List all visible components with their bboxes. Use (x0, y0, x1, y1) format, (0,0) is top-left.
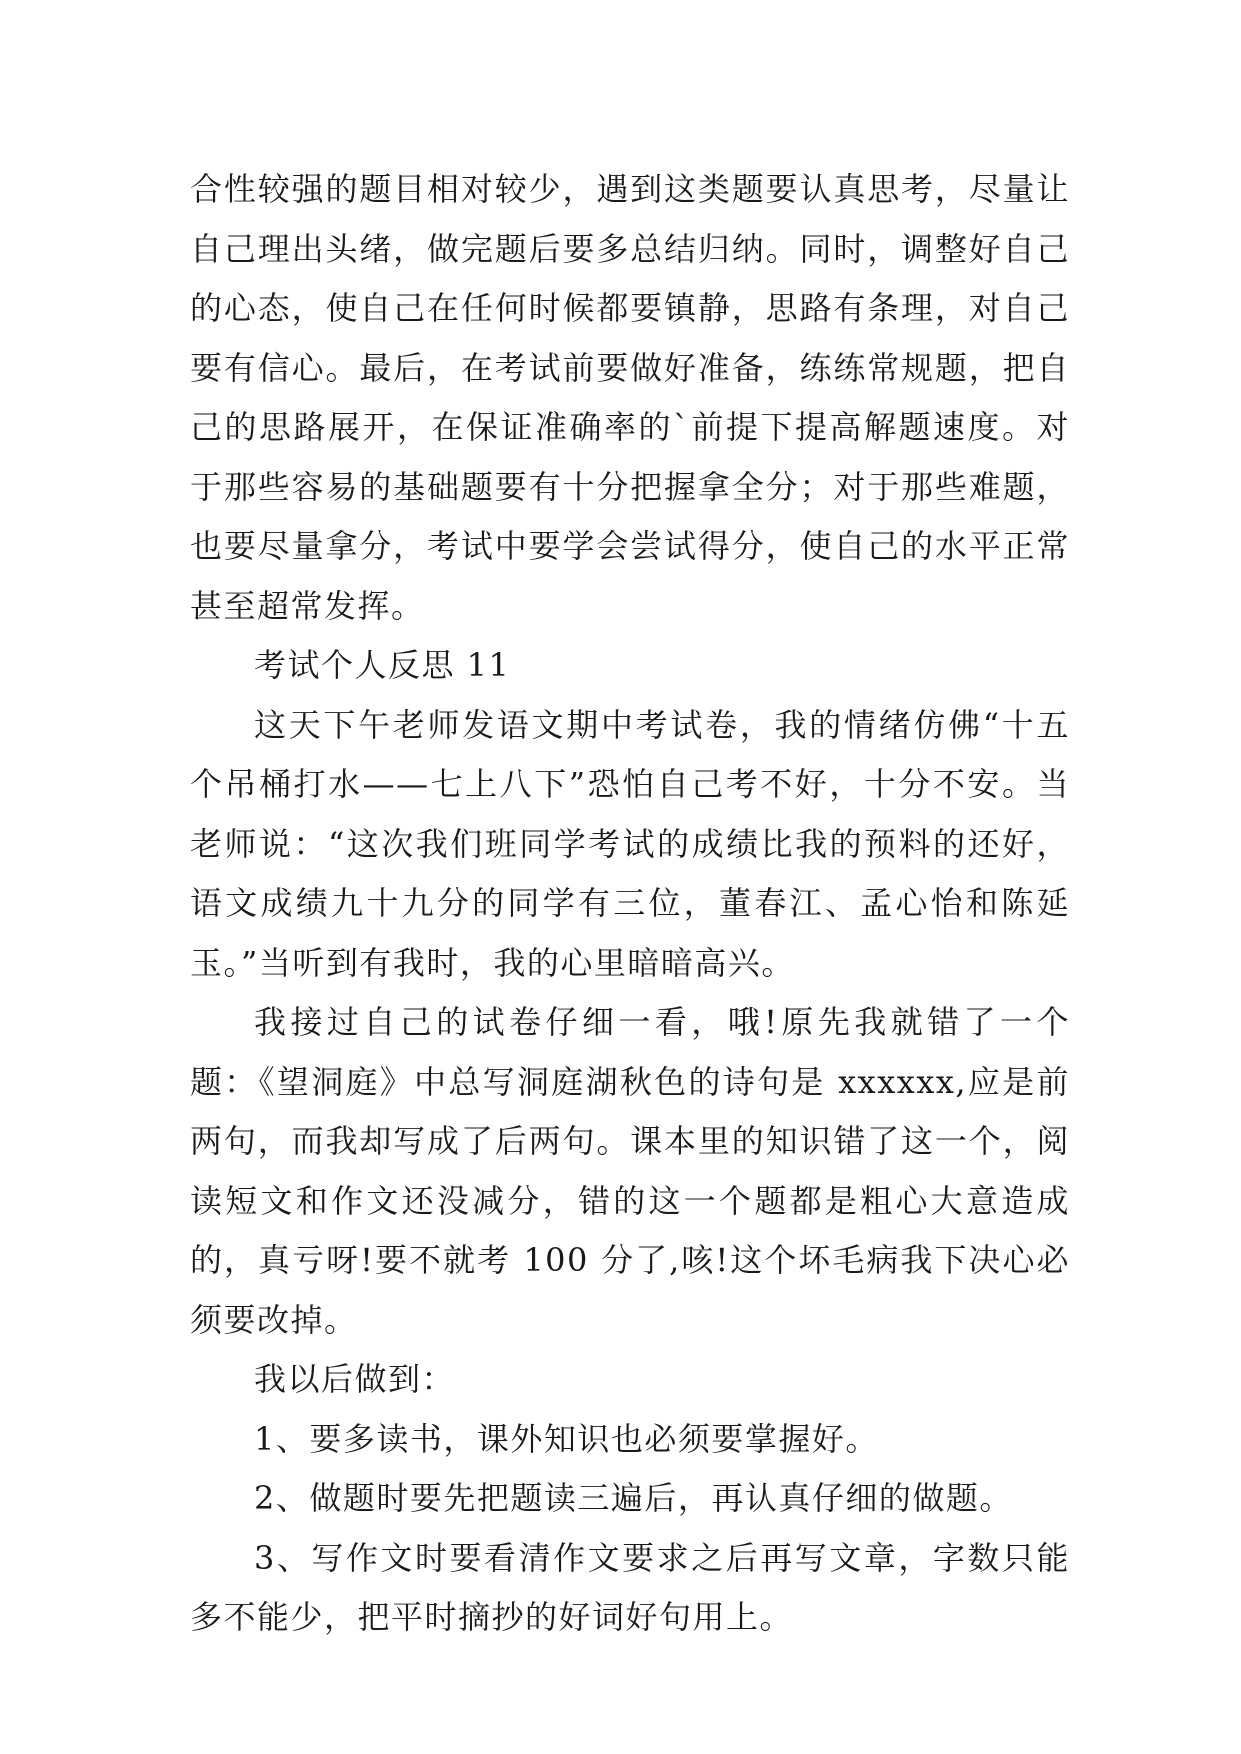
paragraph-mistake: 我接过自己的试卷仔细一看，哦!原先我就错了一个题：《望洞庭》中总写洞庭湖秋色的诗句是 xxxxxx,应是前两句，而我却写成了后两句。课本里的知识错了这一个，阅读短文和作文还没减分，错的这一个题都是粗心大意造成的，真亏呀!要不就考 100 分了,咳!这个坏毛病我下决心必须要改掉。 (190, 1003, 1070, 1339)
list-item-1: 1、要多读书，课外知识也必须要掌握好。 (254, 1419, 879, 1458)
paragraph-resolution-intro: 我以后做到： (254, 1360, 456, 1398)
paragraph-exam-result: 这天下午老师发语文期中考试卷，我的情绪仿佛“十五个吊桶打水——七上八下”恐怕自己考不好，十分不安。当老师说：“这次我们班同学考试的成绩比我的预料的还好，语文成绩九十九分的同学有三位，董春江、孟心怡和陈延玉。”当听到有我时，我的心里暗暗高兴。 (190, 705, 1070, 982)
paragraph-continuation: 合性较强的题目相对较少，遇到这类题要认真思考，尽量让自己理出头绪，做完题后要多总结归纳。同时，调整好自己的心态，使自己在任何时候都要镇静，思路有条理，对自己要有信心。最后，在考试前要做好准备，练练常规题，把自己的思路展开，在保证准确率的`前提下提高解题速度。对于那些容易的基础题要有十分把握拿全分；对于那些难题，也要尽量拿分，考试中要学会尝试得分，使自己的水平正常甚至超常发挥。 (190, 170, 1070, 625)
list-item-3: 3、写作文时要看清作文要求之后再写文章，字数只能多不能少，把平时摘抄的好词好句用上。 (190, 1538, 1070, 1636)
document-body (190, 160, 1070, 1648)
section-heading: 考试个人反思 11 (254, 646, 511, 684)
list-item-2: 2、做题时要先把题读三遍后，再认真仔细的做题。 (254, 1479, 1013, 1517)
